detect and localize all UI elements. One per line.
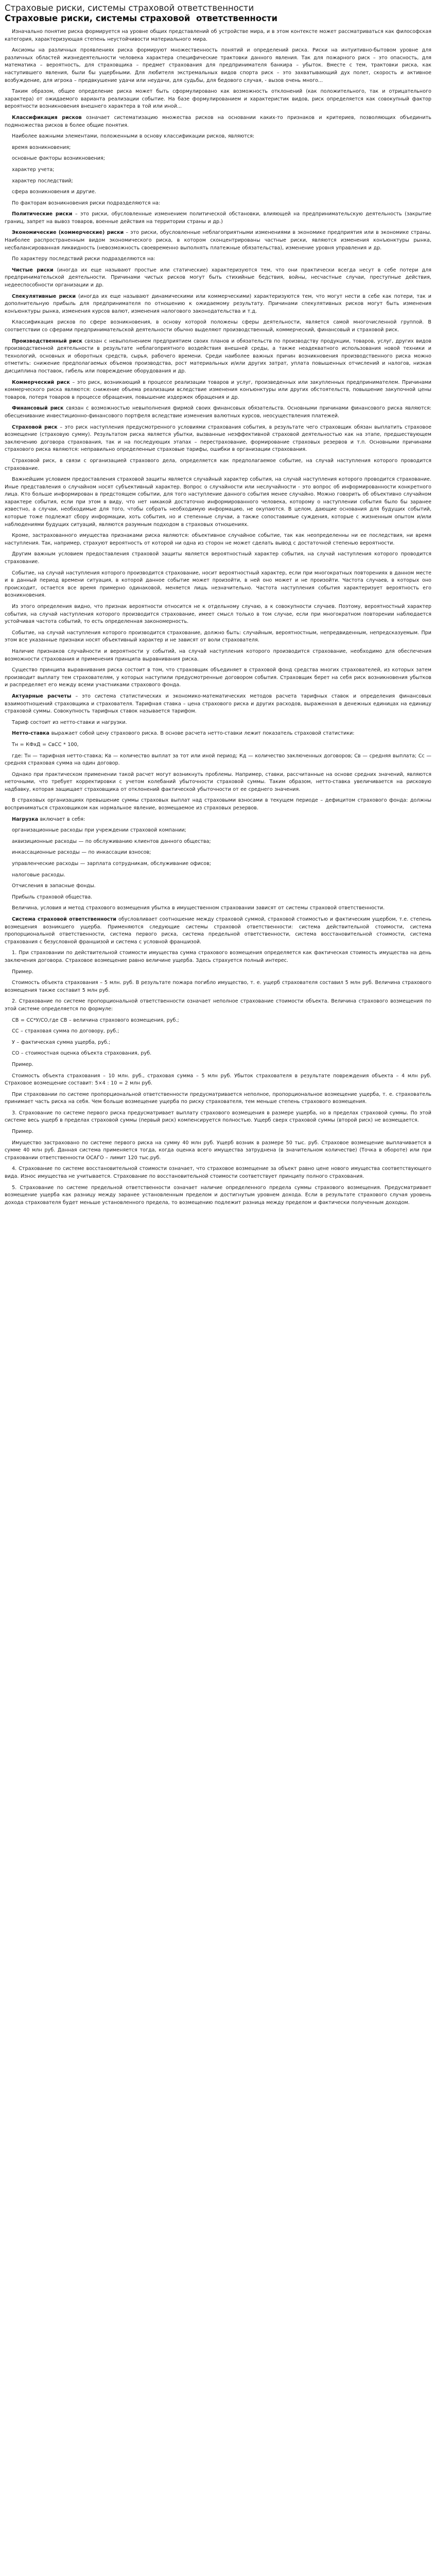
paragraph-text: Наиболее важными элементами, положенными в основу классификации рисков, являются: [12,133,255,140]
paragraph-text: налоговые расходы. [12,872,65,878]
paragraph-text: обусловливает соотношение между страховой суммой, страховой стоимостью и фактическим ущербом, т.е. степень возмещения возникшего ущерба. Применяются следующие системы страховой ответственности: система действительной стоимости, система пропорциональной ответственности, система первого риска, система предельной ответственности, система восстановительной стоимости, система страхования с безусловной франшизой и система с условной франшизой. [5,917,431,945]
paragraph-lead-term: Классификация рисков [12,114,82,121]
paragraph-text: Отчисления в запасные фонды. [12,883,96,889]
paragraph-text: Другим важным условием предоставления страховой защиты является вероятностный характер события, на случай наступления которого проводится страхование. [5,551,431,565]
paragraph [5,229,431,252]
paragraph [5,916,431,946]
paragraph [5,648,431,663]
paragraph [5,630,431,645]
paragraph-text: означает систематизацию множества рисков на основании каких-то признаков и критериев, позволяющих объединить подмножества рисков в более общие понятия. [5,114,431,128]
paragraph [5,200,431,208]
paragraph [5,771,431,794]
paragraph [5,267,431,290]
paragraph [5,816,431,824]
paragraph-text: – это риски, обусловленные неблагоприятными изменениями в экономике предприятия или в экономике страны. Наиболее распространенным видом экономического риска, в котором сконцентрированы частные риски, являются изменения конъюнктуры рынка, несбалансированная ликвидность (невозможность своевременно выполнять платежные обязательства), изменение уровня управления и др. [5,230,431,251]
paragraph-text: Пример. [12,969,33,975]
paragraph-text: связан с возможностью невыполнения фирмой своих финансовых обязательств. Основными причинами финансового риска являются: обесценивание инвестиционно-финансового портфеля вследствие изменения валютных курсов, неосуществления платежей. [5,405,431,419]
paragraph [5,753,431,768]
paragraph [5,905,431,912]
paragraph-text: Тн = КФхД = СвСС * 100, [12,741,79,748]
paragraph-text: По характеру последствий риски подразделяются на: [12,256,155,262]
paragraph-text: Кроме, застрахованного имущества признаками риска являются: объективное случайное событие, так как неопределенны ни ее последствия, ни время наступления. Так, например, страхуют вероятность от которой ни одна из сторон не может сделать вывод с достаточной степенью вероятности. [5,533,431,546]
paragraph-text: 3. Страхование по системе первого риска предусматривает выплату страхового возмещения в размере ущерба, но в пределах страховой суммы. По этой системе весь ущерб в пределах страховой суммы (первый риск) компенсируется полностью. Ущерб сверх страховой суммы (второй риск) не возмещается. [5,1110,431,1124]
paragraph-lead-term: Производственный риск [12,338,82,344]
paragraph [5,719,431,727]
paragraph-text: управленческие расходы — зарплата сотрудникам, обслуживание офисов; [12,861,211,867]
paragraph-text: включает в себя: [40,816,85,822]
paragraph [5,860,431,868]
paragraph-text: 4. Страхование по системе восстановительной стоимости означает, что страховое возмещение за объект равно цене нового имущества соответствующего вида. Износ имущества не учитывается. Страхование по восстановительной стоимости соответствует принципу полного страхования. [5,1166,431,1180]
paragraph-text: Однако при практическом применении такой расчет могут возникнуть проблемы. Например, ставки, рассчитанные на основе средних значений, являются неточными, что требует корректировки с учетом колебаний убыточности страховой суммы. Таким образом, нетто-ставка увеличивается на рисковую надбавку, которая защищает страховщика от отклонений фактической убыточности от ее среднего значения. [5,771,431,792]
paragraph-lead-term: Система страховой ответственности [12,917,117,922]
paragraph [5,532,431,547]
paragraph-text: Событие, на случай наступления которого производится страхование, должно быть: случайным, вероятностным, непредвиденным, непредсказуемым. При этом все указанные признаки носят объективный характер и не зависят от воли страхователя. [5,630,431,643]
paragraph [5,883,431,890]
paragraph-text: (иногда их еще называют динамическими или коммерческими) характеризуются тем, что могут нести в себе как потери, так и дополнительную прибыль для предпринимателя по отношению к ожидаемому результату. Причинами спекулятивных рисков могут быть изменения конъюнктуры рынка, изменения курсов валют, изменения налогового законодательства и т.д. [5,293,431,314]
paragraph [5,1091,431,1106]
paragraph-text: Прибыль страховой общества. [12,894,93,900]
paragraph-text: Тариф состоит из нетто-ставки и нагрузки. [12,719,127,725]
paragraph-lead-term: Политические риски [12,211,73,217]
paragraph-text: СС – страховая сумма по договору, руб.; [12,1028,119,1035]
paragraph-text: выражает собой цену страхового риска. В основе расчета нетто-ставки лежит показатель страховой статистики: [51,731,355,737]
paragraph [5,28,431,43]
paragraph [5,603,431,626]
paragraph [5,379,431,402]
paragraph [5,189,431,196]
paragraph [5,47,431,84]
paragraph-text: Стоимость объекта страхования – 5 млн. руб. В результате пожара погибло имущество, т. е. ущерб страхователя составил 5 млн руб. Величина страхового возмещения также составит 5 млн руб. [5,980,431,993]
paragraph [5,838,431,846]
paragraph [5,849,431,857]
paragraph [5,424,431,454]
paragraph [5,88,431,111]
paragraph [5,256,431,263]
paragraph [5,570,431,600]
paragraph-text: Из этого определения видно, что признак вероятности относится не к отдельному случаю, а к совокупности случаев. Поэтому, вероятностный характер события, на случай наступления которого производится страхование, имеет смысл только в том случае, если при многократном повторении наблюдается устойчивая частота событий, то есть определенная закономерность. [5,604,431,625]
paragraph [5,293,431,316]
paragraph-text: 1. При страховании по действительной стоимости имущества сумма страхового возмещения определяется как фактическая стоимость имущества на день заключения договора. Страховое возмещение равно величине ущерба. Здесь страхуется полный интерес. [5,950,431,963]
paragraph-text: – это риск, возникающий в процессе реализации товаров и услуг, произведенных или закупленных предпринимателем. Причинами коммерческого риска являются: снижение объема реализации вследствие изменения конъюнктуры или других обстоятельств, повышение закупочной цены товаров, потеря товаров в процессе обращения, повышение издержек обращения и др. [5,379,431,400]
paragraph [5,894,431,902]
paragraph [5,741,431,749]
paragraph-text: Имущество застраховано по системе первого риска на сумму 40 млн руб. Ущерб возник в размере 50 тыс. руб. Страховое возмещение выплачивается в сумме 40 млн руб. Данная система применяется тогда, когда оценка всего имущества затруднена (в значительном количестве) (Точка в обороте) или при страховании ответственности ОСАГО – лимит 120 тыс.руб. [5,1140,431,1161]
paragraph [5,405,431,420]
article-body [5,28,431,1207]
paragraph [5,1184,431,1207]
paragraph-text: 2. Страхование по системе пропорциональной ответственности означает неполное страхование стоимости объекта. Величина страхового возмещения по этой системе определяется по формуле: [5,998,431,1012]
paragraph [5,998,431,1013]
paragraph-lead-term: Коммерческий риск [12,379,70,385]
paragraph-text: – это риски, обусловленные изменением политической обстановки, влияющей на предпринимательскую деятельность (закрытие границ, запрет на вывоз товаров, военные действия на территории страны и др.) [5,211,431,225]
paragraph [5,797,431,812]
paragraph [5,476,431,529]
paragraph-text: характер последствий; [12,178,73,184]
paragraph [5,667,431,689]
paragraph [5,144,431,152]
paragraph-lead-term: Страховой риск [12,424,58,430]
paragraph [5,1028,431,1036]
paragraph [5,1073,431,1088]
paragraph-text: Классификация рисков по сфере возникновения, в основу которой положены сферы деятельности, является самой многочисленной группой. В соответствии со сферами предпринимательской деятельности обычно выделяют производственный, коммерческий, финансовый и страховой риск. [5,319,431,333]
paragraph-text: Событие, на случай наступления которого производится страхование, носит вероятностный характер, если при многократных повторениях в данном месте и в данный период времени ситуация, в которой данное событие может произойти, в ней оно может и не произойти. Частота случаев, в которых оно происходит, остается все время примерно одинаковой, меняется лишь незначительно. Частота наступления события характеризует вероятность его возникновения. [5,570,431,599]
paragraph-text: организационные расходы при учреждении страховой компании; [12,827,186,834]
paragraph [5,872,431,879]
paragraph-lead-term: Нетто-ставка [12,731,50,737]
paragraph [5,114,431,129]
paragraph-text: характер учета; [12,166,55,173]
paragraph-text: СВ = СС*У/СО,где СВ – величина страхового возмещения, руб.; [12,1017,179,1023]
paragraph [5,730,431,738]
paragraph [5,1017,431,1025]
paragraph-text: У – фактическая сумма ущерба, руб.; [12,1039,111,1045]
paragraph-text: Наличие признаков случайности и вероятности у событий, на случай наступления которого производится страхование, необходимо для обеспечения возможности страхования и применения принципа выравнивания риска. [5,648,431,662]
paragraph [5,1128,431,1136]
paragraph [5,1140,431,1162]
paragraph [5,551,431,566]
paragraph [5,178,431,185]
paragraph [5,979,431,994]
paragraph [5,457,431,472]
paragraph [5,338,431,376]
paragraph-text: инкассационные расходы — по инкассации взносов; [12,850,151,856]
paragraph-text: время возникновения; [12,144,71,150]
paragraph-text: Пример. [12,1129,33,1135]
paragraph [5,155,431,163]
paragraph-text: Важнейшим условием предоставления страховой защиты является случайный характер события, на случай наступления которого проводится страхование. Иные представления о случайном носят субъективный характер. Вопрос о случайности или неслучайности - это вопрос об информированности конкретного лица. Кто больше информирован в предстоящем событии, для того наступление данного события менее случайно. Можно говорить об объективно случайном характере события, если при этом в виду, что нет никакой достаточно информированного человека, которому о наступлении события было бы заранее известно, а случаи, необходимые для того, чтобы собрать необходимую информацию, не окупаются. В целом, дающие основания для будущих событий, которые тоже подлежат сбору информации, хоть события, но и степенные случаи, а также сопоставимые суждения, которые с жизненным опытом и/или наблюдениями будущих ситуаций, являются разумным подходом в страховых отношениях. [5,477,431,528]
paragraph-text: сфера возникновения и другие. [12,189,96,195]
paragraph-text: Пример. [12,1061,33,1067]
paragraph-text: Изначально понятие риска формируется на уровне общих представлений об устройстве мира, и в этом контексте может рассматриваться как философская категория, характеризующая степень неустойчивости материального мира. [5,29,431,42]
paragraph-text: Аксиомы на различных проявлениях риска формируют множественность понятий и определений риска. Риски на интуитивно-бытовом уровне для различных областей жизнедеятельности человека характера специфические трактовки данного явления. Так для пожарного риск – это опасность, для математика – вероятность, для страховщика – предмет страхования для предпринимателя банкира – убыток. Вместе с тем, трактовки риска, как наступившего явления, были бы ущербными. Для любителя экстремальных видов спорта риск – это захватывающий дух полет, скорость и активное возбуждение, для игрока – предвкушение удачи или неудачи, для судьбы, для бедового случая, - вызов очень много... [5,47,431,83]
paragraph-text: связан с невыполнением предприятием своих планов и обязательств по производству продукции, товаров, услуг, других видов производственной деятельности в результате неблагоприятного воздействия внешней среды, а также неадекватного использования новой техники и технологий, основных и оборотных средств, сырья, рабочего времени. Среди наиболее важных причин возникновения производственного риска можно отметить: снижение предполагаемых объемов производства, рост материальных и/или других затрат, уплата повышенных отчислений и налогов, низкая дисциплина поставок, гибель или повреждение оборудования и др. [5,338,431,374]
paragraph [5,693,431,716]
paragraph-text: Страховой риск, в связи с организацией страхового дела, определяется как предполагаемое событие, на случай наступления которого проводится страхование. [5,457,431,471]
paragraph [5,319,431,334]
paragraph-text: Величина, условия и метод страхового возмещения убытка в имущественном страховании зависят от системы страховой ответственности. [12,905,385,911]
paragraph-text: Таким образом, общее определение риска может быть сформулировано как возможность отклонений (как положительного, так и отрицательного характера) от ожидаемого варианта реализации событие. На базе формулированием и характеристик видов, риск определяется как совокупный фактор вероятности возникновения внешнего характера в той или иной... [5,89,431,110]
paragraph [5,827,431,835]
paragraph-text: где: Тн — тарифная нетто-ставка; Кв — количество выплат за тот или иной период; Кд — количество заключенных договоров; Св — средняя выплата; Сс — средняя страховая сумма на один договор. [5,753,431,767]
paragraph-text: СО – стоимостная оценка объекта страхования, руб. [12,1050,152,1057]
paragraph-text: При страховании по системе пропорциональной ответственности предусматривается неполное, пропорциональное возмещение ущерба, т. е. страхователь принимает часть риска на себя. Чем больше возмещение ущерба по риску страхователя, тем меньше степень страхового возмещения. [5,1091,431,1105]
document-page [0,0,436,1217]
paragraph-lead-term: Актуарные расчеты [12,693,72,699]
page-title: Страховые риски, системы страховой ответственности [5,3,254,13]
paragraph-lead-term: Экономические (коммерческие) риски [12,230,124,236]
paragraph-text: Стоимость объекта страхования – 10 млн. руб., страховая сумма – 5 млн руб. Убыток страхователя в результате повреждения объекта – 4 млн руб. Страховое возмещение составит: 5×4 : 10 = 2 млн руб. [5,1073,431,1087]
paragraph-lead-term: Чистые риски [12,267,54,273]
paragraph-text: В страховых организациях превышение суммы страховых выплат над страховыми взносами в текущем периоде – дефицитом страхового фонда: должны восприниматься страховщиком как нормальное явление, возмещаемое из страховых резервов. [5,798,431,811]
paragraph [5,969,431,976]
paragraph [5,211,431,226]
paragraph-lead-term: Нагрузка [12,816,39,822]
paragraph [5,1165,431,1180]
paragraph-lead-term: Спекулятивные риски [12,293,76,299]
article-title: Страховые риски, системы страховой ответственности [5,13,278,23]
paragraph [5,950,431,964]
paragraph [5,1050,431,1058]
paragraph [5,1039,431,1047]
paragraph [5,1110,431,1125]
paragraph-lead-term: Финансовый риск [12,405,64,412]
paragraph [5,166,431,174]
paragraph-text: Существо принципа выравнивания риска состоит в том, что страховщик объединяет в страховой фонд средства многих страхователей, из которых затем производит выплату тем страхователям, у которых наступили предусмотренные договором события. Страховщик берет на себя риск возникновения убытков и распределяет его между всеми участниками страхового фонда. [5,667,431,688]
paragraph [5,133,431,141]
paragraph-text: По факторам возникновения риски подразделяются на: [12,200,161,206]
paragraph-text: (иногда их еще называют простые или статические) характеризуются тем, что они практически всегда несут в себе потери для предпринимательской деятельности. Причинами чистых рисков могут быть стихийные бедствия, войны, несчастные случаи, преступные действия, недееспособности организации и др. [5,267,431,289]
paragraph-text: – это система статистических и экономико-математических методов расчета тарифных ставок и определения финансовых взаимоотношений страховщика и страхователя. Тарифная ставка – цена страхового риска и других расходов, выраженная в денежных единицах на единицу страховой суммы. Совокупность тарифных ставок называется тарифом. [5,693,431,715]
paragraph-text: аквизиционные расходы — по обслуживанию клиентов данного общества; [12,838,211,844]
paragraph-text: основные факторы возникновения; [12,156,105,162]
paragraph [5,1061,431,1069]
paragraph-text: – это риск наступления предусмотренного условиями страхования события, в результате чего страховщик обязан выплатить страховое возмещение (страховую сумму). Результатом риска является убытки, вызванные неэффективной страховой деятельностью как на этапе, предшествующем заключению договора страхования, так и на последующих этапах – перестрахование, формирование страховых резервов и т.п. Основными причинами страхового риска являются: неправильно определенные страховые тарифы, ошибки в организации страхования. [5,424,431,453]
paragraph-text: 5. Страхование по системе предельной ответственности означает наличие определенного предела суммы страхового возмещения. Предусматривает возмещение ущерба как разницу между заранее установленным пределом и достигнутым уровнем дохода. Если в результате страхового случая уровень дохода страхователя будет меньше установленного предела, то возмещению подлежит разница между пределом и фактически полученным доходом. [5,1184,431,1206]
